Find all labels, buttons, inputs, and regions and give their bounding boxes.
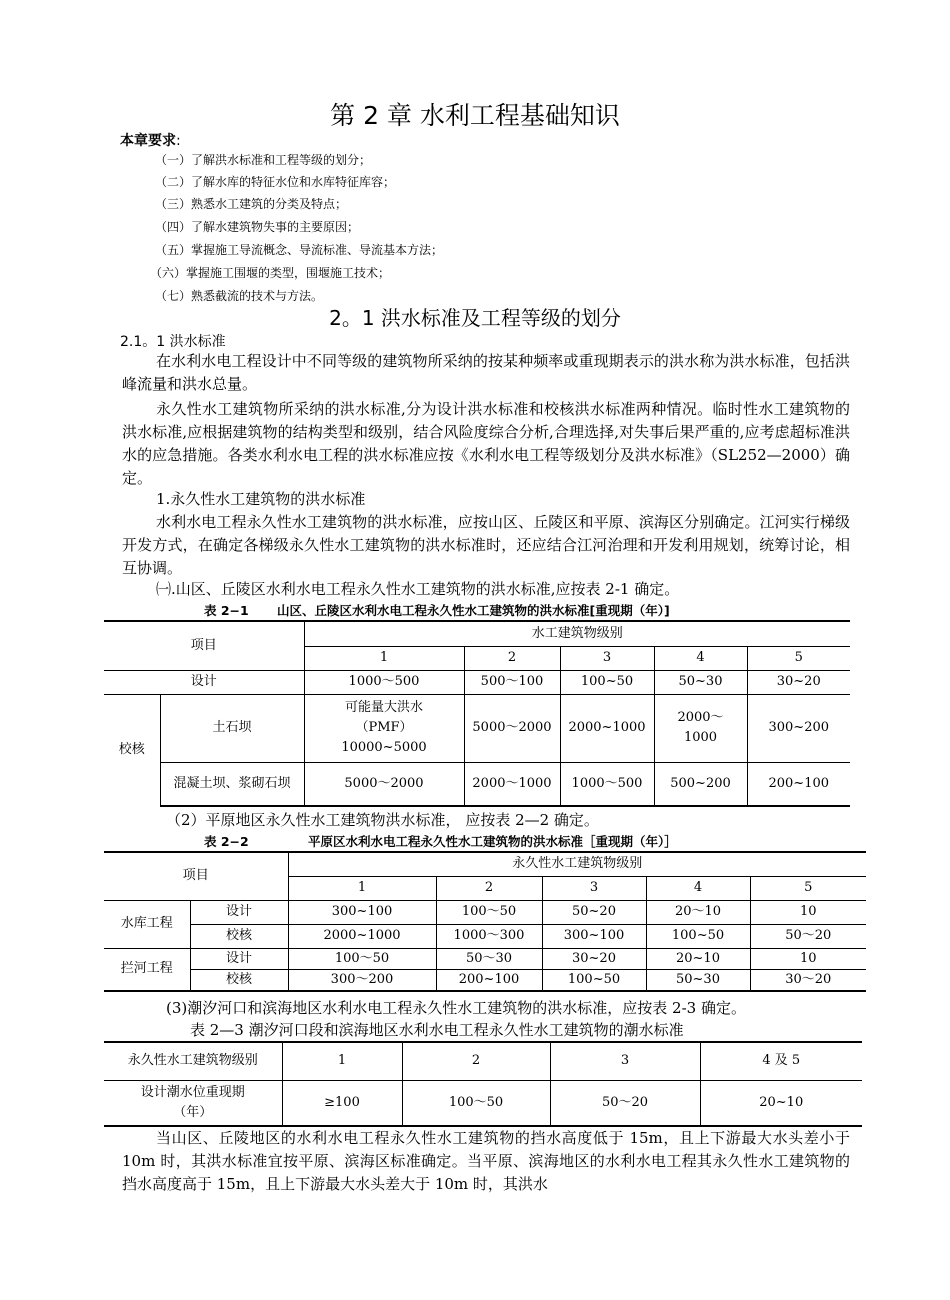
table-row-label: 设计 xyxy=(104,670,304,694)
table-cell: 1000～500 xyxy=(560,762,654,806)
paragraph-permanent-structures: 永久性水工建筑物所采纳的洪水标准,分为设计洪水标准和校核洪水标准两种情况。临时性水工建筑物的洪水标准,应根据建筑物的结构类型和级别，结合风险度综合分析,合理选择,对失事后果严重的,应考虑超标准洪水的应急措施。各类水利水电工程的洪水标准应按《水利水电工程等级划分及洪水标准》（SL252—2000）确定。 xyxy=(122,400,850,487)
chapter-title: 第 2 章 水利工程基础知识 xyxy=(330,101,620,130)
paragraph-flood-standard: 在水利水电工程设计中不同等级的建筑物所采纳的按某种频率或重现期表示的洪水称为洪水标准，包括洪峰流量和洪水总量。 xyxy=(122,352,850,393)
list-item-heading: 1.永久性水工建筑物的洪水标准 xyxy=(156,490,366,508)
table-row-label: 校核 xyxy=(190,969,288,991)
requirement-item: （三）熟悉水工建筑的分类及特点； xyxy=(155,197,348,211)
table-header: 永久性水工建筑物级别 xyxy=(288,852,866,876)
table-cell: 300~200 xyxy=(747,694,850,762)
table-cell: 300～200 xyxy=(288,969,436,991)
table3-caption: 表 2—3 潮汐河口段和滨海地区水利水电工程永久性水工建筑物的潮水标准 xyxy=(190,1021,684,1039)
paragraph-cascade: 水利水电工程永久性水工建筑物的洪水标准，应按山区、丘陵区和平原、滨海区分别确定。江河实行梯级开发方式，在确定各梯级永久性水工建筑物的洪水标准时，还应结合江河治理和开发利用规划，统筹讨论，相互协调。 xyxy=(122,513,850,577)
paragraph-table-ref-3: (3)潮汐河口和滨海地区水利水电工程永久性水工建筑物的洪水标准，应按表 2-3 确定。 xyxy=(166,999,746,1017)
table-cell: 2 xyxy=(436,876,542,900)
table-cell: 10 xyxy=(750,948,866,969)
table-cell: 4 xyxy=(654,646,747,670)
table-cell: 100~50 xyxy=(646,924,750,948)
table-row-label: 设计 xyxy=(190,948,288,969)
flood-standard-table-mountain xyxy=(104,620,850,807)
table-cell: 1000～500 xyxy=(304,670,464,694)
requirement-item: （五）掌握施工导流概念、导流标准、导流基本方法； xyxy=(155,243,444,257)
table-cell: 3 xyxy=(550,1042,700,1080)
table-cell: 2000～1000 xyxy=(464,762,560,806)
table-cell: 可能量大洪水 （PMF） 10000~5000 xyxy=(304,694,464,762)
table-cell: 50~30 xyxy=(646,969,750,991)
table-cell: 100~50 xyxy=(542,969,646,991)
table-cell: 30～20 xyxy=(750,969,866,991)
table-cell: 500~200 xyxy=(654,762,747,806)
table-cell: 200~100 xyxy=(436,969,542,991)
table-cell: 50~30 xyxy=(654,670,747,694)
table-cell: 20～10 xyxy=(646,900,750,924)
table-header: 项目 xyxy=(104,621,304,670)
table-row-label: 水库工程 xyxy=(104,900,190,948)
table2-caption: 平原区水利水电工程永久性水工建筑物的洪水标准［重现期（年）］ xyxy=(308,834,677,849)
table-cell: 3 xyxy=(542,876,646,900)
table-header: 项目 xyxy=(104,852,288,900)
table-cell: 5 xyxy=(750,876,866,900)
table-cell: 4 xyxy=(646,876,750,900)
table-cell: 50~20 xyxy=(542,900,646,924)
paragraph-table-ref-1: ㈠.山区、丘陵区水利水电工程永久性水工建筑物的洪水标准,应按表 2-1 确定。 xyxy=(156,580,680,598)
paragraph-height-criteria: 当山区、丘陵地区的水利水电工程永久性水工建筑物的挡水高度低于 15m，且上下游最大水头差小于 10m 时，其洪水标准宜按平原、滨海区标准确定。当平原、滨海地区的水利水电工程其永久性水工建筑物的挡水高度高于 15m，且上下游最大水头差大于 10m 时，其洪水 xyxy=(122,1129,850,1193)
table-cell: 300~100 xyxy=(542,924,646,948)
table-row-label: 混凝土坝、浆砌石坝 xyxy=(160,762,304,806)
flood-standard-table-plain xyxy=(104,851,866,992)
table1-caption: 山区、丘陵区水利水电工程永久性水工建筑物的洪水标准[重现期（年）] xyxy=(277,603,670,618)
table-cell: 50～20 xyxy=(750,924,866,948)
table-cell: 2000~1000 xyxy=(288,924,436,948)
table-cell: 2000~1000 xyxy=(560,694,654,762)
table-cell: 2 xyxy=(464,646,560,670)
table-row-label: 拦河工程 xyxy=(104,948,190,991)
table-row-label: 设计 xyxy=(190,900,288,924)
table-cell: 3 xyxy=(560,646,654,670)
table-cell: 1 xyxy=(288,876,436,900)
table-cell: 30~20 xyxy=(542,948,646,969)
requirement-item: （七）熟悉截流的技术与方法。 xyxy=(155,289,324,303)
table-row-label: 校核 xyxy=(104,694,160,806)
requirement-item: （一）了解洪水标准和工程等级的划分； xyxy=(155,153,372,167)
table-cell: 50～20 xyxy=(550,1080,700,1126)
requirement-item: （四）了解水建筑物失事的主要原因； xyxy=(155,220,360,234)
table-cell: 30~20 xyxy=(747,670,850,694)
table-row-label: 设计潮水位重现期 （年） xyxy=(104,1080,282,1126)
table-cell: 5000～2000 xyxy=(464,694,560,762)
table2-caption-no: 表 2−2 xyxy=(204,834,249,849)
table-cell: ≥100 xyxy=(282,1080,402,1126)
table-cell: 1000～300 xyxy=(436,924,542,948)
table-cell: 4 及 5 xyxy=(700,1042,862,1080)
table-cell: 2000～ 1000 xyxy=(654,694,747,762)
tide-standard-table xyxy=(104,1041,862,1127)
table-cell: 100～50 xyxy=(436,900,542,924)
table-cell: 5 xyxy=(747,646,850,670)
table-cell: 2 xyxy=(402,1042,550,1080)
table-cell: 20~10 xyxy=(700,1080,862,1126)
table-cell: 100~50 xyxy=(560,670,654,694)
table-cell: 300~100 xyxy=(288,900,436,924)
table-cell: 5000～2000 xyxy=(304,762,464,806)
paragraph-table-ref-2: （2）平原地区永久性水工建筑物洪水标准， 应按表 2—2 确定。 xyxy=(166,811,599,829)
table-header: 水工建筑物级别 xyxy=(304,621,850,646)
subsection-title: 2.1。1 洪水标准 xyxy=(120,334,226,350)
table-cell: 100～50 xyxy=(288,948,436,969)
table-cell: 1 xyxy=(282,1042,402,1080)
table-cell: 50～30 xyxy=(436,948,542,969)
table-row-label: 土石坝 xyxy=(160,694,304,762)
table-row-label: 永久性水工建筑物级别 xyxy=(104,1042,282,1080)
table-cell: 100～50 xyxy=(402,1080,550,1126)
requirement-item: （六）掌握施工围堰的类型，围堰施工技术； xyxy=(150,266,391,280)
table-cell: 10 xyxy=(750,900,866,924)
table-cell: 1 xyxy=(304,646,464,670)
table1-caption-no: 表 2−1 xyxy=(204,603,249,618)
table-cell: 500～100 xyxy=(464,670,560,694)
requirements-heading: 本章要求: xyxy=(120,133,181,149)
table-cell: 200~100 xyxy=(747,762,850,806)
requirement-item: （二）了解水库的特征水位和水库特征库容； xyxy=(155,175,396,189)
table-cell: 20~10 xyxy=(646,948,750,969)
section-title: 2。1 洪水标准及工程等级的划分 xyxy=(329,306,621,330)
table-row-label: 校核 xyxy=(190,924,288,948)
